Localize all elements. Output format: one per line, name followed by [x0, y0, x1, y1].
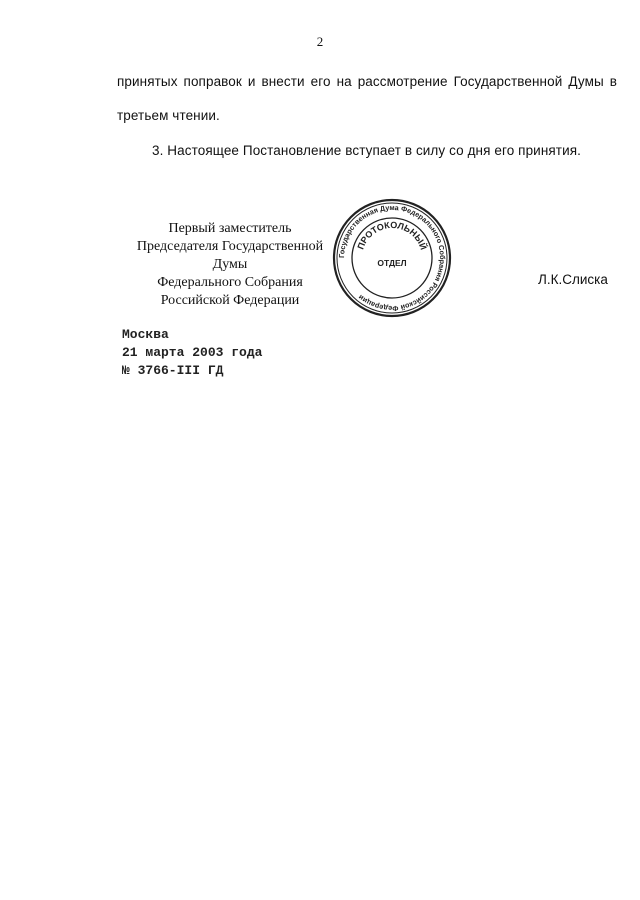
signatory-title-line: Председателя Государственной Думы	[136, 239, 324, 272]
stamp-center-text: ОТДЕЛ	[377, 258, 407, 268]
footer-number: № 3766-III ГД	[122, 363, 224, 378]
body-line-2: третьем чтении.	[117, 108, 220, 123]
signatory-title	[120, 220, 340, 310]
page-number: 2	[316, 34, 324, 49]
stamp-inner-text: ПРОТОКОЛЬНЫЙ	[355, 219, 429, 252]
signatory-title-line: Российской Федерации	[160, 293, 300, 308]
signatory-name: Л.К.Слиска	[538, 272, 608, 287]
document-footer	[122, 326, 262, 380]
footer-city: Москва	[122, 327, 169, 342]
body-line-1: принятых поправок и внести его на рассмотрение Государственной Думы в	[117, 74, 617, 89]
body-line-3: 3. Настоящее Постановление вступает в силу со дня его принятия.	[152, 143, 581, 158]
official-stamp	[331, 197, 453, 319]
signatory-title-line: Федерального Собрания	[157, 275, 303, 290]
stamp-outer-text: Государственная Дума Федерального Собрания Российской Федерации	[336, 202, 448, 314]
footer-date: 21 марта 2003 года	[122, 345, 263, 360]
svg-text:ПРОТОКОЛЬНЫЙ	[355, 220, 429, 251]
signatory-title-line: Первый заместитель	[168, 221, 292, 236]
